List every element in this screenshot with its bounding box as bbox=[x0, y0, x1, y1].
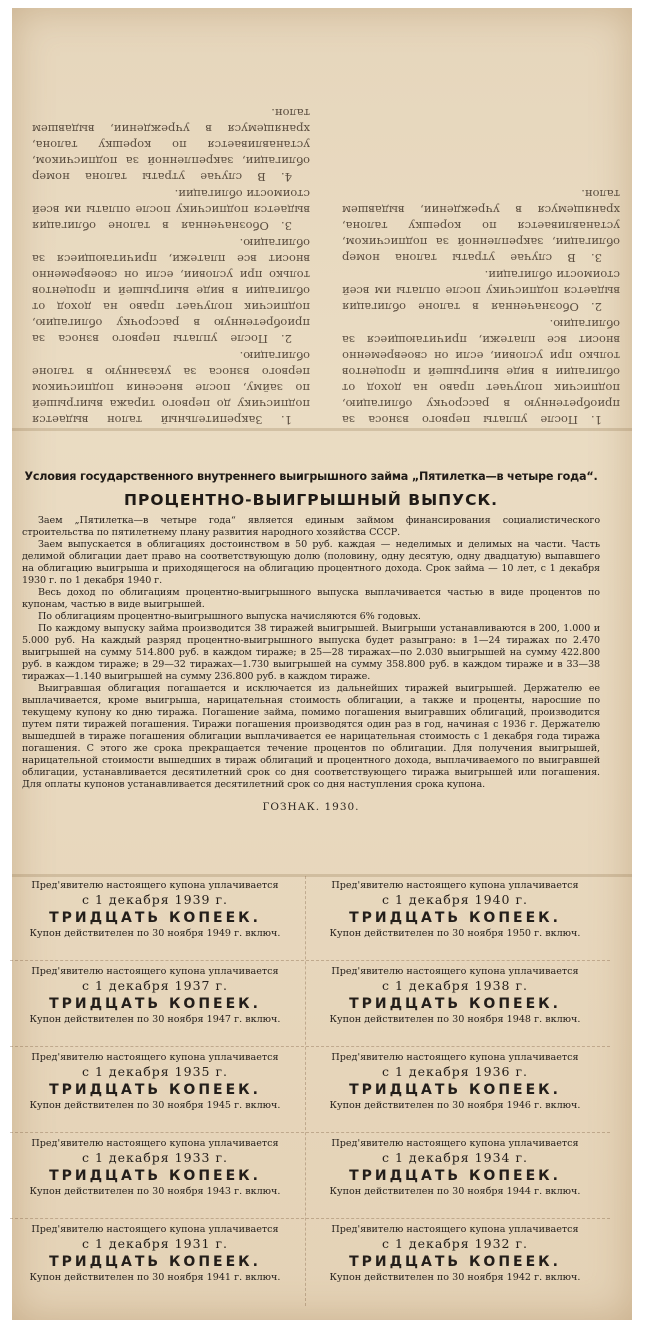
coupon-amount: ТРИДЦАТЬ КОПЕЕК. bbox=[49, 1254, 261, 1270]
coupon-1939 bbox=[10, 876, 300, 956]
coupon-date: с 1 декабря 1940 г. bbox=[382, 892, 528, 907]
coupon-bearer-line: Пред'явителю настоящего купона уплачивается bbox=[31, 1224, 279, 1235]
coupon-bearer-line: Пред'явителю настоящего купона уплачивается bbox=[31, 1052, 279, 1063]
flipped-paragraph: 1. Закрепительный талон выдается подписчику до первого тиража выигрышей по займу, после внесения подписчиком первого взноса за указанную в талоне облигацию. bbox=[32, 349, 310, 427]
coupon-bearer-line: Пред'явителю настоящего купона уплачивается bbox=[331, 1052, 579, 1063]
coupon-1933 bbox=[10, 1134, 300, 1214]
coupon-date: с 1 декабря 1938 г. bbox=[382, 978, 528, 993]
perforation-horizontal bbox=[10, 960, 610, 961]
coupon-date: с 1 декабря 1931 г. bbox=[82, 1236, 228, 1251]
coupon-validity: Купон действителен по 30 ноября 1948 г. включ. bbox=[329, 1014, 581, 1025]
coupon-date: с 1 декабря 1932 г. bbox=[382, 1236, 528, 1251]
coupon-amount: ТРИДЦАТЬ КОПЕЕК. bbox=[49, 1168, 261, 1184]
coupon-date: с 1 декабря 1935 г. bbox=[82, 1064, 228, 1079]
conditions-paragraph: Заем выпускается в облигациях достоинством в 50 руб. каждая — неделимых и делимых на части. Часть делимой облигации дает право на соответствующую долю (половину, одну десятую, одну двадцатую) выпавшего на облигацию выигрыша и приходящегося на облигацию процентного дохода. Срок займа — 10 лет, с 1 декабря 1930 г. по 1 декабря 1940 г. bbox=[22, 539, 600, 586]
coupon-1935 bbox=[10, 1048, 300, 1128]
conditions-paragraph: Весь доход по облигациям процентно-выигрышного выпуска выплачивается частью в виде процентов по купонам, частью в виде выигрышей. bbox=[22, 587, 600, 610]
flipped-paragraph: 2. Обозначенная в талоне облигация выдается подписчику после оплаты им всей стоимости облигации. bbox=[342, 268, 620, 314]
coupon-grid bbox=[10, 876, 610, 1306]
upside-down-terms bbox=[24, 48, 620, 428]
coupon-1936 bbox=[310, 1048, 600, 1128]
coupon-amount: ТРИДЦАТЬ КОПЕЕК. bbox=[349, 996, 561, 1012]
coupon-amount: ТРИДЦАТЬ КОПЕЕК. bbox=[349, 1254, 561, 1270]
coupon-1938 bbox=[310, 962, 600, 1042]
perforation-vertical bbox=[305, 876, 306, 1306]
coupon-validity: Купон действителен по 30 ноября 1942 г. включ. bbox=[329, 1272, 581, 1283]
coupon-date: с 1 декабря 1934 г. bbox=[382, 1150, 528, 1165]
coupon-validity: Купон действителен по 30 ноября 1947 г. включ. bbox=[29, 1014, 281, 1025]
coupon-amount: ТРИДЦАТЬ КОПЕЕК. bbox=[49, 910, 261, 926]
conditions-paragraph: По каждому выпуску займа производится 38 тиражей выигрышей. Выигрыши устанавливаются в 200, 1.000 и 5.000 руб. На каждый разряд процентно-выигрышного выпуска будет разыграно: в 1—24 тиражах по 2.470 выигрышей на сумму 514.800 руб. в каждом тираже; в 25—28 тиражах—по 2.030 выигрышей на сумму 422.800 руб. в каждом тираже; в 29—32 тиражах—1.730 выигрышей на сумму 358.800 руб. в каждом тираже и в 33—38 тиражах—1.140 выигрышей на сумму 236.800 руб. в каждом тираже. bbox=[22, 623, 600, 682]
conditions-paragraph: Заем „Пятилетка—в четыре года“ является единым займом финансирования социалистического строительства по пятилетнему плану развития народного хозяйства СССР. bbox=[22, 515, 600, 538]
coupon-amount: ТРИДЦАТЬ КОПЕЕК. bbox=[49, 1082, 261, 1098]
conditions-subtitle: ПРОЦЕНТНО-ВЫИГРЫШНЫЙ ВЫПУСК. bbox=[123, 491, 499, 509]
upside-down-column-right bbox=[32, 104, 310, 428]
coupon-amount: ТРИДЦАТЬ КОПЕЕК. bbox=[49, 996, 261, 1012]
coupon-validity: Купон действителен по 30 ноября 1949 г. включ. bbox=[29, 928, 281, 939]
coupon-1931 bbox=[10, 1220, 300, 1300]
perforation-horizontal bbox=[10, 1132, 610, 1133]
coupon-amount: ТРИДЦАТЬ КОПЕЕК. bbox=[349, 910, 561, 926]
perforation-horizontal bbox=[10, 1046, 610, 1047]
perforation-horizontal bbox=[10, 1218, 610, 1219]
coupon-bearer-line: Пред'явителю настоящего купона уплачивается bbox=[31, 966, 279, 977]
coupon-validity: Купон действителен по 30 ноября 1945 г. включ. bbox=[29, 1100, 281, 1111]
coupon-validity: Купон действителен по 30 ноября 1950 г. включ. bbox=[329, 928, 581, 939]
upside-down-column-left bbox=[342, 185, 620, 428]
conditions-body bbox=[22, 515, 600, 791]
flipped-paragraph: 1. После уплаты первого взноса за приобретенную в рассрочку облигацию, подписчик получает право на доход от облигации в виде выигрышей и процентов только при условии, если он своевременно вносит все платежи, причитающиеся за облигацию. bbox=[342, 317, 620, 427]
fold-line bbox=[12, 428, 632, 431]
conditions-title: Условия государственного внутреннего выигрышного займа „Пятилетка—в четыре года“. bbox=[24, 470, 598, 483]
coupon-validity: Купон действителен по 30 ноября 1944 г. включ. bbox=[329, 1186, 581, 1197]
flipped-paragraph: 2. После уплаты первого взноса за приобретенную в рассрочку облигацию, подписчик получает право на доход от облигации в виде выигрышей и процентов только при условии, если он своевременно вносит все платежи, причитающиеся за облигацию. bbox=[32, 236, 310, 346]
coupon-bearer-line: Пред'явителю настоящего купона уплачивается bbox=[331, 1138, 579, 1149]
coupon-date: с 1 декабря 1939 г. bbox=[82, 892, 228, 907]
coupon-date: с 1 декабря 1936 г. bbox=[382, 1064, 528, 1079]
coupon-bearer-line: Пред'явителю настоящего купона уплачивается bbox=[31, 880, 279, 891]
coupon-validity: Купон действителен по 30 ноября 1946 г. включ. bbox=[329, 1100, 581, 1111]
coupon-amount: ТРИДЦАТЬ КОПЕЕК. bbox=[349, 1168, 561, 1184]
coupon-1937 bbox=[10, 962, 300, 1042]
conditions-paragraph: По облигациям процентно-выигрышного выпуска начисляются 6% годовых. bbox=[38, 611, 421, 622]
conditions-paragraph: Выигравшая облигация погашается и исключается из дальнейших тиражей выигрышей. Держателю ее выплачивается, кроме выигрыша, нарицательная стоимость облигации, а также и проценты, наросшие по текущему купону ко дню тиража. Погашение займа, помимо погашения выигравших облигаций, производится путем пяти тиражей погашения. Тиражи погашения производятся один раз в год, начиная с 1936 г. Держателю вышедшей в тираже погашения облигации выплачивается ее нарицательная стоимость с 1 декабря года тиража погашения. С этого же срока прекращается течение процентов по облигации. Для получения выигрышей, нарицательной стоимости вышедших в тираж облигаций и процентного дохода, выплачиваемого по выигравшей облигации, устанавливается десятилетний срок со дня соответствующего тиража выигрышей или погашения. Для оплаты купонов устанавливается десятилетний срок со дня наступления срока купона. bbox=[22, 683, 600, 790]
coupon-1932 bbox=[310, 1220, 600, 1300]
coupon-date: с 1 декабря 1933 г. bbox=[82, 1150, 228, 1165]
coupon-1940 bbox=[310, 876, 600, 956]
coupon-bearer-line: Пред'явителю настоящего купона уплачивается bbox=[331, 966, 579, 977]
printer-imprint: ГОЗНАК. 1930. bbox=[262, 801, 360, 813]
coupon-amount: ТРИДЦАТЬ КОПЕЕК. bbox=[349, 1082, 561, 1098]
flipped-paragraph: 3. Обозначенная в талоне облигация выдается подписчику после оплаты им всей стоимости облигации. bbox=[32, 187, 310, 233]
coupon-1934 bbox=[310, 1134, 600, 1214]
coupon-validity: Купон действителен по 30 ноября 1943 г. включ. bbox=[29, 1186, 281, 1197]
flipped-paragraph: 4. В случае утраты талона номер облигации, закрепленной за подписчиком, устанавливается по корешку талона, хранящемуся в учреждении, выдавшем талон. bbox=[32, 106, 310, 184]
coupon-bearer-line: Пред'явителю настоящего купона уплачивается bbox=[331, 1224, 579, 1235]
loan-conditions bbox=[22, 470, 600, 813]
flipped-paragraph: 3. В случае утраты талона номер облигации, закрепленной за подписчиком, устанавливается по корешку талона, хранящемуся в учреждении, выдавшем талон. bbox=[342, 187, 620, 265]
coupon-date: с 1 декабря 1937 г. bbox=[82, 978, 228, 993]
coupon-bearer-line: Пред'явителю настоящего купона уплачивается bbox=[31, 1138, 279, 1149]
coupon-validity: Купон действителен по 30 ноября 1941 г. включ. bbox=[29, 1272, 281, 1283]
coupon-bearer-line: Пред'явителю настоящего купона уплачивается bbox=[331, 880, 579, 891]
